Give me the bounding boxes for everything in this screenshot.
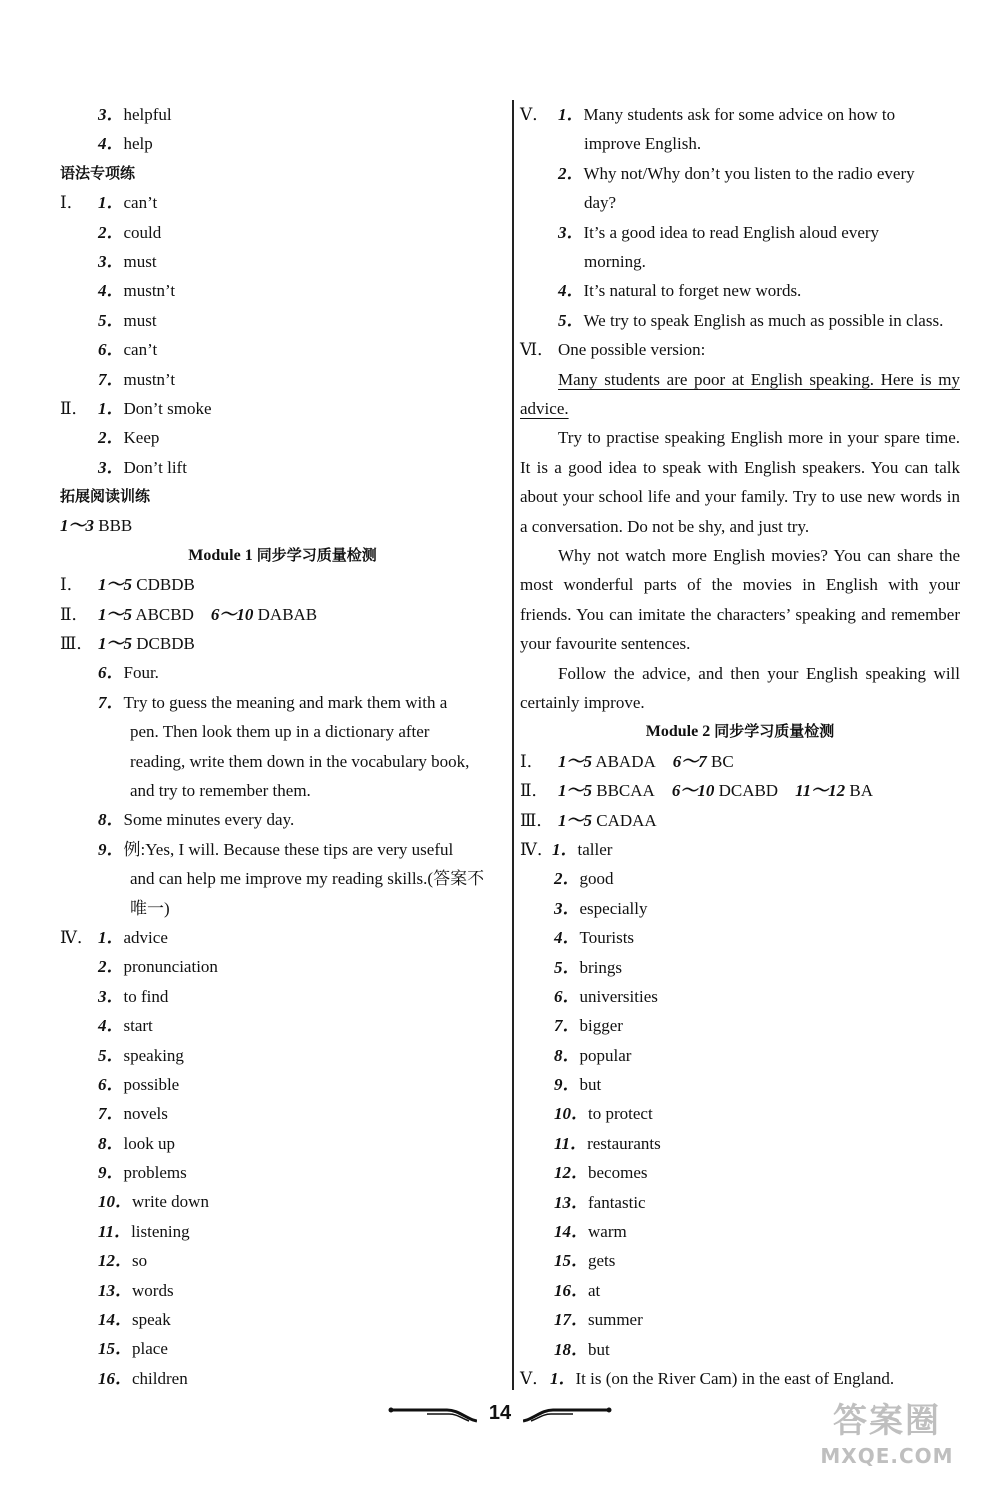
answer-line: 7．mustn’t [98, 369, 176, 389]
answer-line: 9．例:Yes, I will. Because these tips are very useful [98, 839, 454, 859]
right-ornament-icon [523, 1404, 613, 1424]
answer-line: Ⅱ． 1～5 BBCAA 6～10 DCABD 11～12 BA [520, 776, 960, 805]
essay-paragraph: Try to practise speaking English more in your spare time. It is a good idea to speak with English speakers. You can talk about your school life and your family. Try to use new words in a conversation. Do not be shy, and just try. [520, 428, 960, 536]
answer-line: 7．bigger [554, 1016, 623, 1036]
answer-continuation: morning. [584, 251, 646, 271]
answer-line: 6．can’t [98, 340, 158, 360]
roman-numeral: Ⅰ． [520, 751, 544, 771]
answer-line: 6．universities [554, 986, 658, 1006]
answer-line: Ⅰ． 1．can’t [60, 188, 505, 217]
answer-line: Ⅲ． 1～5 CADAA [520, 806, 960, 835]
answer-continuation: and can help me improve my reading skills.(答案不 [130, 869, 485, 889]
answer-line: 3．helpful [98, 105, 172, 124]
answer-line: 6．Four. [98, 663, 159, 683]
answer-continuation: 唯一) [130, 898, 170, 918]
answer-line: 16．at [554, 1280, 601, 1300]
answer-line: 11．restaurants [554, 1133, 661, 1153]
watermark [792, 1399, 982, 1479]
answer-line: 3．Don’t lift [98, 457, 187, 477]
answer-line: 5．must [98, 310, 157, 330]
answer-line: 4．help [98, 134, 153, 154]
module-2-title: Module 2 同步学习质量检测 [645, 722, 835, 741]
answer-line: Ⅱ． 1．Don’t smoke [60, 394, 505, 423]
answer-line: 6．possible [98, 1074, 180, 1094]
answer-line: 4．mustn’t [98, 281, 176, 301]
answer-line: 4．It’s natural to forget new words. [558, 281, 802, 301]
roman-numeral: Ⅴ． [520, 1368, 550, 1388]
answer-line: 3．It’s a good idea to read English aloud every [558, 222, 880, 242]
answer-line: 7．novels [98, 1104, 168, 1124]
watermark-title: 答案圈 [833, 1401, 941, 1441]
answer-line: 13．fantastic [554, 1192, 646, 1212]
roman-numeral: Ⅰ． [60, 193, 84, 213]
answer-line: Ⅱ． 1～5 ABCBD 6～10 DABAB [60, 600, 505, 629]
column-divider [512, 100, 514, 1390]
answer-line: 2．Keep [98, 428, 160, 448]
answer-line: 12．becomes [554, 1163, 648, 1183]
answer-continuation: improve English. [584, 134, 702, 154]
answer-line: 10．write down [98, 1192, 209, 1212]
roman-numeral: Ⅳ． [60, 927, 94, 947]
answer-line: 7．Try to guess the meaning and mark them with a [98, 692, 448, 712]
answer-line: 2．pronunciation [98, 957, 218, 977]
answer-continuation: day? [584, 193, 617, 213]
answer-line: 5．brings [554, 957, 622, 977]
answer-line: 3．especially [554, 898, 648, 918]
essay-topic: Many students are poor at English speaking. Here is my advice. [520, 369, 960, 418]
answer-line: 5．We try to speak English as much as possible in class. [558, 310, 944, 330]
answer-line: 5．speaking [98, 1045, 184, 1065]
answer-line: 8．look up [98, 1133, 175, 1153]
answer-line: Ⅵ． One possible version: [520, 335, 960, 364]
answer-line: Ⅴ． 1．Many students ask for some advice on how to [520, 100, 960, 129]
module-1-title: Module 1 同步学习质量检测 [188, 545, 377, 564]
roman-numeral: Ⅳ． [520, 839, 554, 859]
answer-line: 8．Some minutes every day. [98, 810, 295, 830]
roman-numeral: Ⅰ． [60, 575, 84, 595]
answer-line: 4．Tourists [554, 928, 635, 948]
answer-line: Ⅰ． 1～5 ABADA 6～7 BC [520, 747, 960, 776]
answer-line: 3．must [98, 251, 157, 271]
answer-line: 3．to find [98, 986, 169, 1006]
roman-numeral: Ⅲ． [520, 810, 554, 830]
answer-line: 8．popular [554, 1045, 632, 1065]
essay-paragraph: Why not watch more English movies? You can share the most wonderful parts of the movies in English with your friends. You can imitate the characters’ speaking and remember your favourite sentences. [520, 545, 960, 654]
answer-continuation: pen. Then look them up in a dictionary after [130, 722, 430, 742]
roman-numeral: Ⅱ． [60, 604, 89, 624]
left-ornament-icon [387, 1404, 477, 1424]
roman-numeral: Ⅱ． [520, 781, 549, 801]
section-heading-grammar: 语法专项练 [60, 163, 136, 182]
answer-line: 2．good [554, 869, 614, 889]
roman-numeral: Ⅱ． [60, 398, 89, 418]
answer-continuation: reading, write them down in the vocabulary book, [130, 751, 470, 771]
answer-line: 14．warm [554, 1222, 627, 1242]
answer-line: 14．speak [98, 1310, 171, 1330]
page-number: 14 [488, 1402, 512, 1424]
answer-line: 15．place [98, 1339, 168, 1359]
answer-line: Ⅴ．1．It is (on the River Cam) in the east of England. [520, 1364, 960, 1393]
roman-numeral: Ⅴ． [520, 105, 550, 124]
section-heading-reading: 拓展阅读训练 [60, 487, 151, 506]
right-column [520, 100, 960, 1393]
answer-line: Ⅳ．1．taller [520, 835, 960, 864]
answer-line: 10．to protect [554, 1104, 653, 1124]
answer-line: 13．words [98, 1280, 174, 1300]
watermark-url: MXQE.COM [820, 1444, 954, 1468]
left-column [60, 100, 505, 1393]
answer-line: Ⅳ． 1．advice [60, 923, 505, 952]
answer-line: 9．problems [98, 1163, 187, 1183]
essay-paragraph: Follow the advice, and then your English speaking will certainly improve. [520, 663, 960, 712]
answer-line: 17．summer [554, 1310, 643, 1330]
answer-line: 4．start [98, 1016, 153, 1036]
answer-line: 16．children [98, 1368, 188, 1388]
answer-line: 12．so [98, 1251, 148, 1271]
answer-line: 2．could [98, 222, 162, 242]
answer-line: Ⅲ． 1～5 DCBDB [60, 629, 505, 658]
answer-line: 15．gets [554, 1251, 616, 1271]
answer-line: 9．but [554, 1075, 602, 1095]
roman-numeral: Ⅵ． [520, 340, 555, 360]
roman-numeral: Ⅲ． [60, 634, 94, 654]
answer-line: 2．Why not/Why don’t you listen to the radio every [558, 163, 915, 183]
answer-line: 1～3 BBB [60, 516, 133, 536]
answer-continuation: and try to remember them. [130, 780, 311, 800]
answer-line: 18．but [554, 1339, 610, 1359]
answer-line: 11．listening [98, 1221, 190, 1241]
answer-line: Ⅰ． 1～5 CDBDB [60, 570, 505, 599]
